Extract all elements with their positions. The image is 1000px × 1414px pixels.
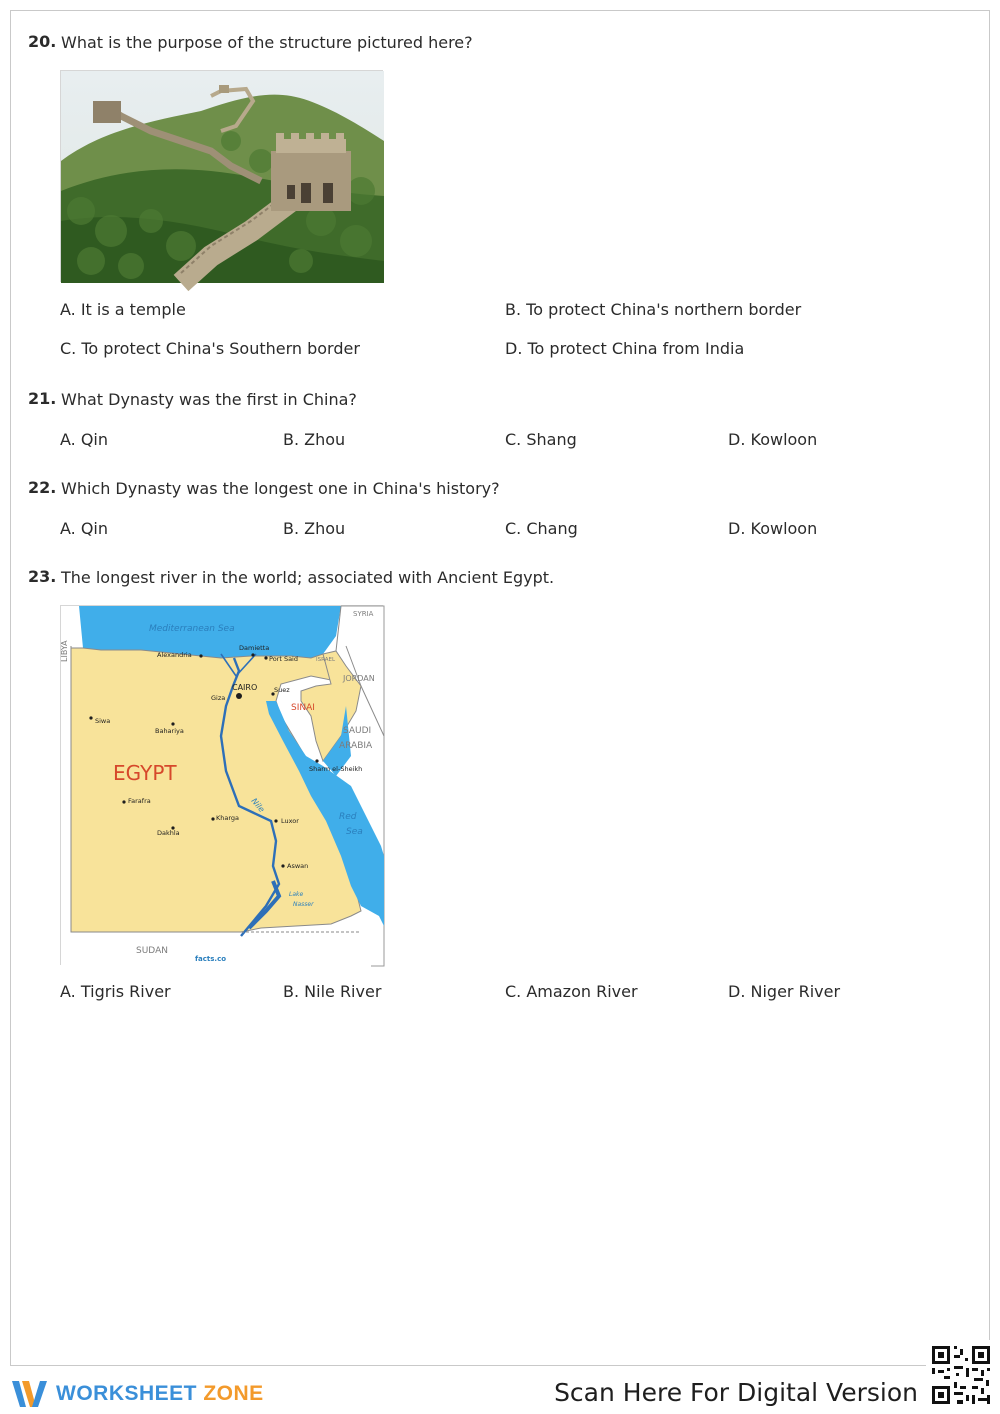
- answer-option: A. Tigris River: [60, 982, 171, 1001]
- question-text: The longest river in the world; associated with Ancient Egypt.: [61, 568, 555, 587]
- question-text: Which Dynasty was the longest one in China's history?: [61, 479, 500, 498]
- w-logo-icon: [10, 1377, 50, 1411]
- map-label-sinai: SINAI: [291, 703, 315, 713]
- question-number: 21.: [28, 389, 57, 408]
- answer-option: B. To protect China's northern border: [505, 300, 802, 319]
- egypt-map: [60, 605, 383, 965]
- question-number: 22.: [28, 478, 57, 497]
- map-city-cairo: CAIRO: [232, 683, 258, 692]
- map-label-sea: Sea: [346, 827, 363, 837]
- worksheetzone-logo: [10, 1377, 264, 1411]
- map-city-port-said: Port Said: [269, 655, 298, 663]
- question-number: 20.: [28, 32, 57, 51]
- map-label-israel: ISRAEL: [316, 657, 336, 663]
- answer-option: C. Chang: [505, 519, 578, 538]
- map-city-aswan: Aswan: [287, 862, 309, 870]
- question-text: What Dynasty was the first in China?: [61, 390, 357, 409]
- map-city-damietta: Damietta: [239, 644, 270, 652]
- answer-option: C. To protect China's Southern border: [60, 339, 360, 358]
- map-label-syria: SYRIA: [353, 610, 374, 618]
- map-city-bahariya: Bahariya: [155, 727, 184, 735]
- question-number: 23.: [28, 567, 57, 586]
- answer-option: A. Qin: [60, 519, 109, 538]
- answer-option: B. Zhou: [283, 519, 346, 538]
- scan-here-text: Scan Here For Digital Version: [554, 1378, 918, 1407]
- map-credit: facts.co: [195, 955, 227, 963]
- question-text: What is the purpose of the structure pictured here?: [61, 33, 473, 52]
- map-label-egypt: EGYPT: [113, 761, 177, 785]
- map-label-nasser: Nasser: [293, 901, 314, 908]
- answer-option: D. Kowloon: [728, 430, 818, 449]
- map-city-alexandria: Alexandria: [157, 651, 192, 659]
- brand-name: [56, 1382, 264, 1406]
- map-label-lake: Lake: [289, 891, 304, 898]
- answer-option: A. Qin: [60, 430, 109, 449]
- map-label-sudan: SUDAN: [136, 946, 168, 956]
- answer-option: B. Nile River: [283, 982, 382, 1001]
- map-city-sharm: Sharm el-Sheikh: [309, 765, 363, 773]
- great-wall-photo: [60, 70, 383, 282]
- map-label-saudi-1: SAUDI: [343, 726, 372, 736]
- qr-code-icon[interactable]: [926, 1340, 996, 1410]
- great-wall-illustration: [61, 71, 384, 283]
- brand-part-1: WORKSHEET: [56, 1382, 197, 1405]
- answer-option: D. Kowloon: [728, 519, 818, 538]
- answer-option: D. Niger River: [728, 982, 841, 1001]
- answer-option: C. Shang: [505, 430, 577, 449]
- answer-option: D. To protect China from India: [505, 339, 745, 358]
- map-city-dakhla: Dakhla: [157, 829, 180, 837]
- map-label-saudi-2: ARABIA: [339, 741, 373, 751]
- map-label-jordan: JORDAN: [343, 674, 375, 683]
- map-city-farafra: Farafra: [128, 797, 151, 805]
- map-label-mediterranean: Mediterranean Sea: [149, 624, 235, 634]
- map-city-suez: Suez: [274, 686, 290, 694]
- brand-part-2: ZONE: [203, 1382, 264, 1405]
- map-label-nile: Nile: [249, 796, 267, 815]
- egypt-map-illustration: [61, 606, 384, 966]
- map-label-libya: LIBYA: [60, 640, 69, 662]
- map-city-kharga: Kharga: [216, 814, 240, 822]
- map-city-giza: Giza: [211, 694, 226, 702]
- map-label-red: Red: [339, 812, 357, 822]
- map-city-luxor: Luxor: [281, 817, 299, 825]
- answer-option: A. It is a temple: [60, 300, 186, 319]
- answer-option: B. Zhou: [283, 430, 346, 449]
- answer-option: C. Amazon River: [505, 982, 638, 1001]
- map-city-siwa: Siwa: [95, 717, 111, 725]
